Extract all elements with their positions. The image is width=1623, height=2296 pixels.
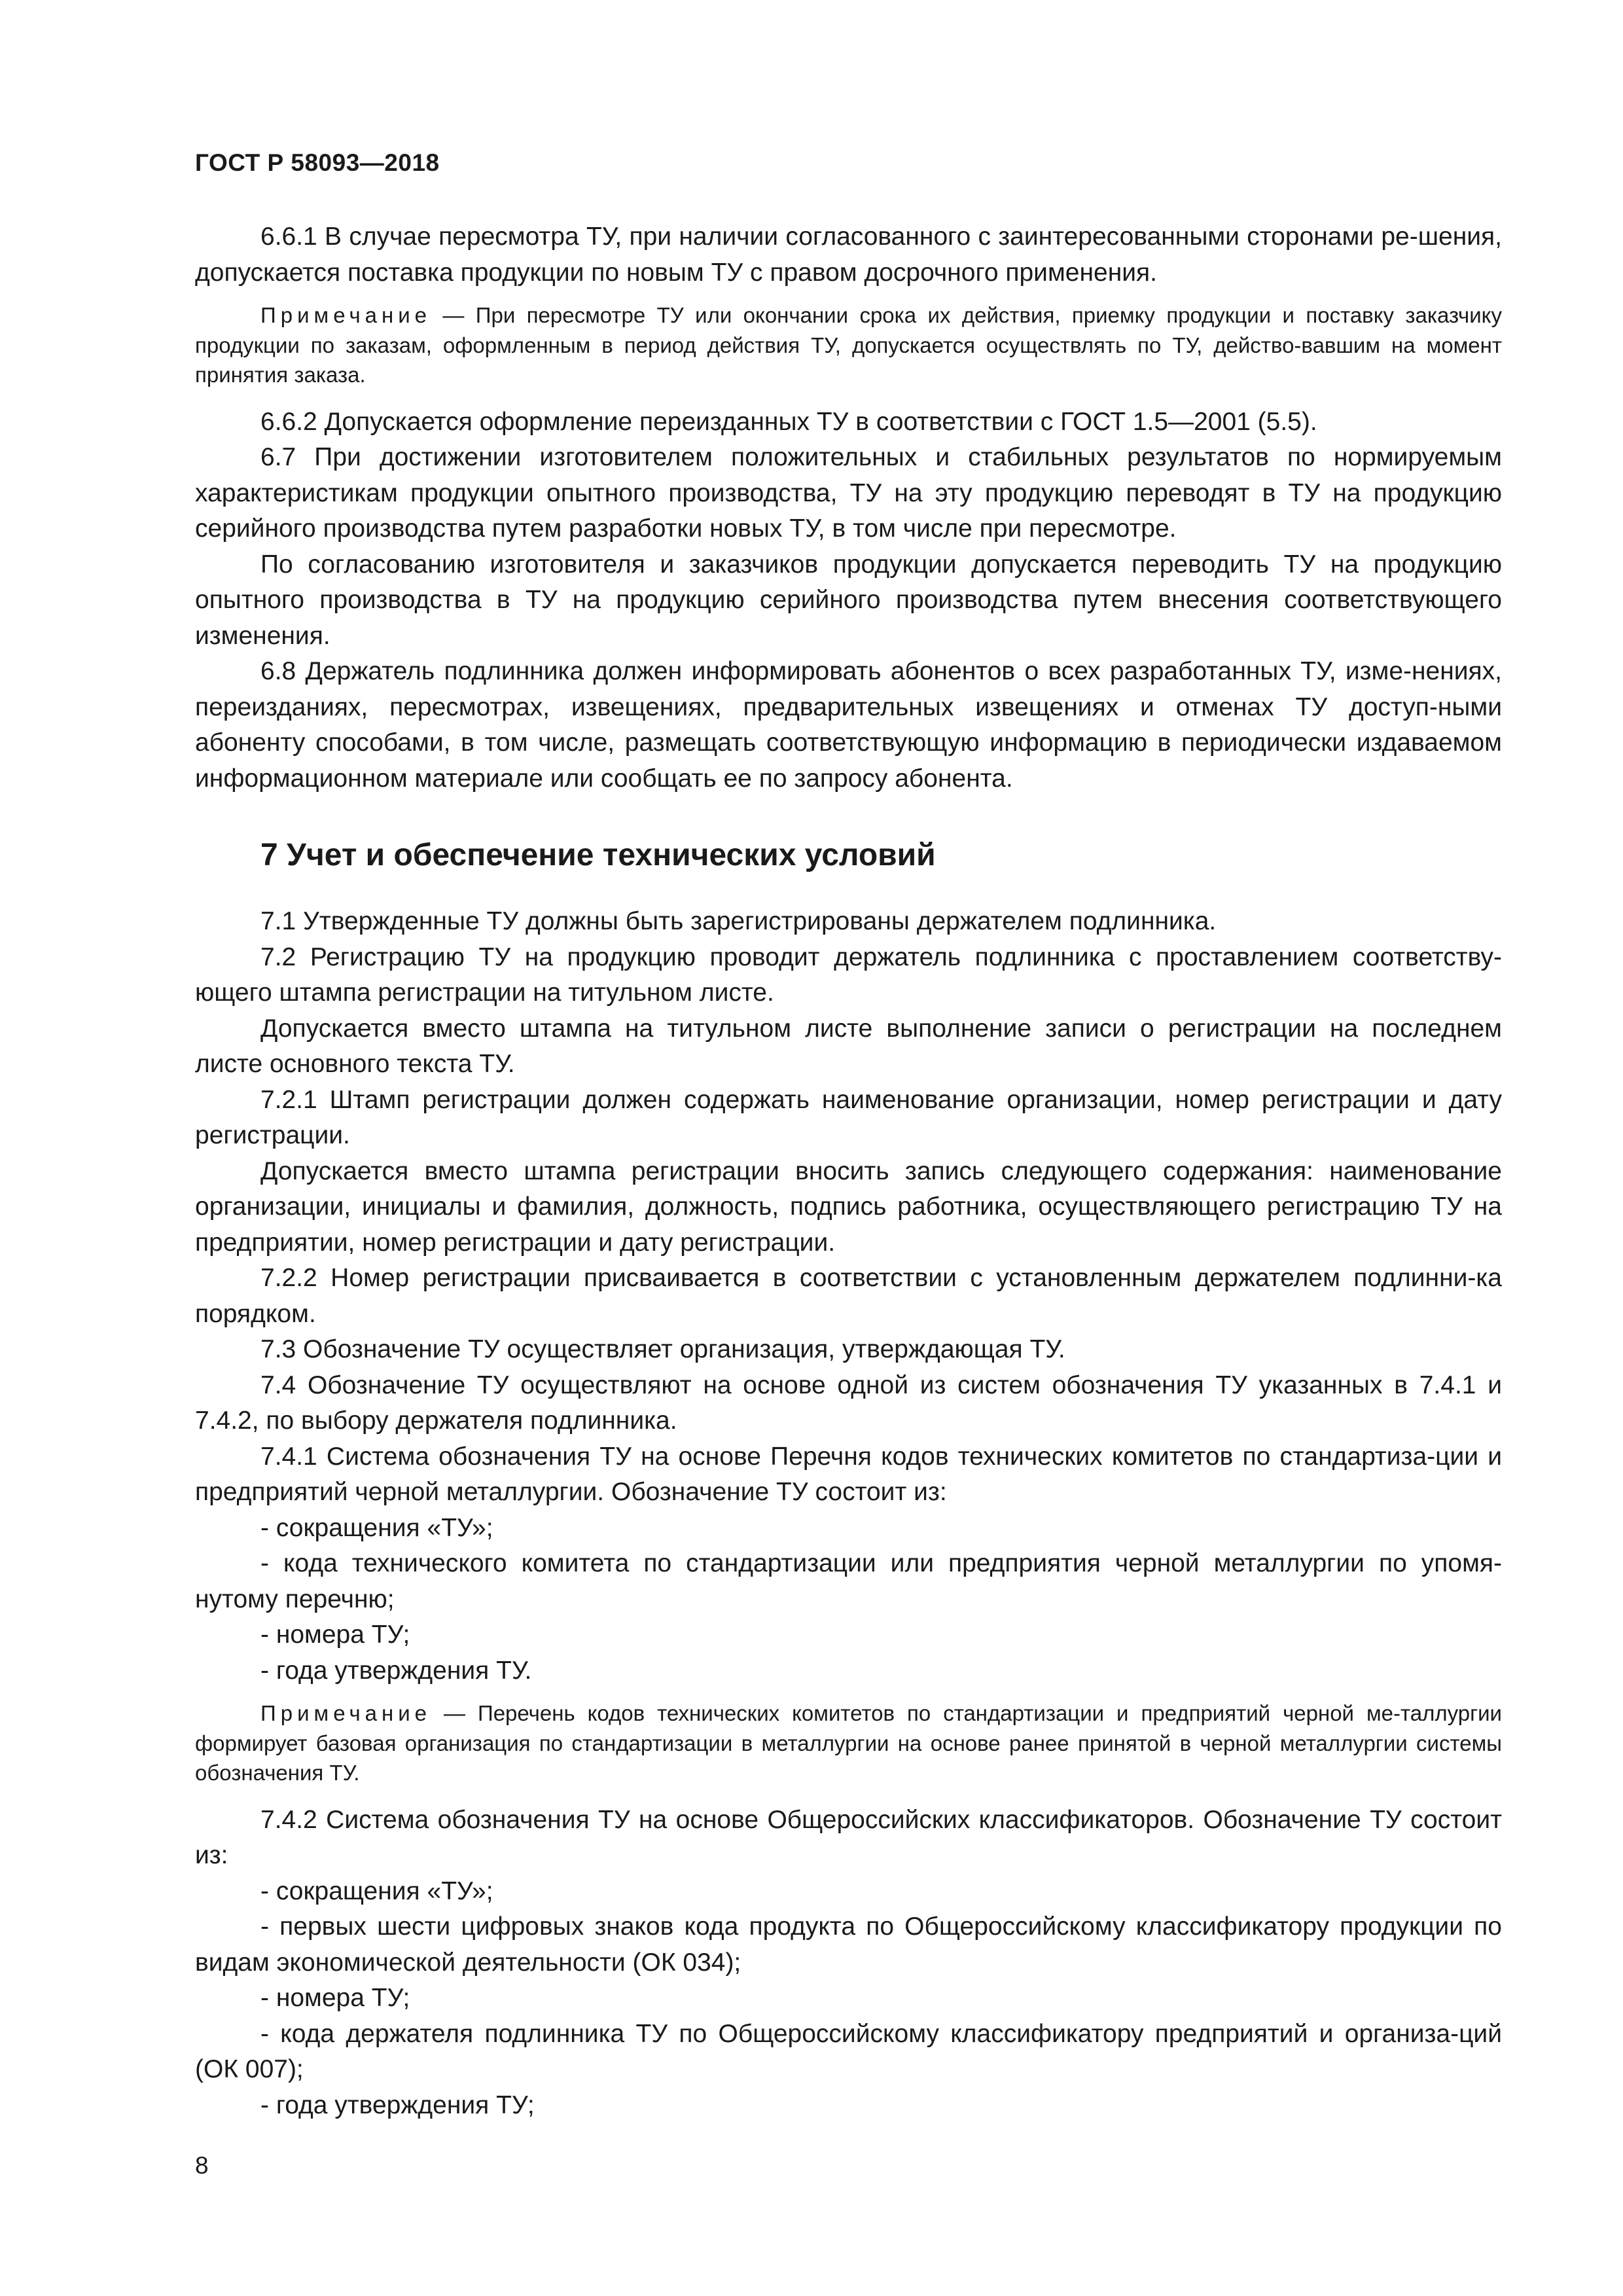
paragraph: 7.4.2 Система обозначения ТУ на основе Общероссийских классификаторов. Обозначение ТУ состоит из: [195, 1805, 1502, 1869]
note-text: — Перечень кодов технических комитетов по стандартизации и предприятий черной ме-таллургии формирует базовая организация по стандартизации в металлургии на основе ранее принятой в черной металлургии системы обозначения ТУ. [195, 1701, 1502, 1785]
list-item: - номера ТУ; [260, 1984, 410, 2012]
section-heading: 7 Учет и обеспечение технических условий [260, 838, 936, 872]
list-item: - кода держателя подлинника ТУ по Общероссийскому классификатору предприятий и организа-ций (ОК 007); [195, 2019, 1502, 2083]
list-item: - года утверждения ТУ. [260, 1656, 532, 1685]
note [195, 1698, 1502, 1788]
paragraph: 7.4 Обозначение ТУ осуществляют на основе одной из систем обозначения ТУ указанных в 7.4.1 и 7.4.2, по выбору держателя подлинника. [195, 1371, 1502, 1435]
list-item: - года утверждения ТУ; [260, 2090, 535, 2119]
note [195, 300, 1502, 390]
page-number: 8 [195, 2152, 209, 2179]
paragraph: 7.3 Обозначение ТУ осуществляет организация, утверждающая ТУ. [260, 1335, 1065, 1363]
document-body [195, 219, 1502, 2123]
list-item: - сокращения «ТУ»; [260, 1513, 493, 1542]
list-item: - номера ТУ; [260, 1621, 410, 1649]
paragraph: 6.6.2 Допускается оформление переизданных ТУ в соответствии с ГОСТ 1.5—2001 (5.5). [260, 407, 1317, 436]
note-text: — При пересмотре ТУ или окончании срока их действия, приемку продукции и поставку заказчику продукции по заказам, оформленным в период действия ТУ, допускается осуществлять по ТУ, действо-вавшим на момент принятия заказа. [195, 303, 1502, 387]
paragraph: 6.6.1 В случае пересмотра ТУ, при наличии согласованного с заинтересованными сторонами ре-шения, допускается поставка продукции по новым ТУ с правом досрочного применения. [195, 223, 1502, 287]
paragraph: 7.2 Регистрацию ТУ на продукцию проводит держатель подлинника с проставлением соответству-ющего штампа регистрации на титульном листе. [195, 942, 1502, 1007]
paragraph: 6.7 При достижении изготовителем положительных и стабильных результатов по нормируемым характеристикам продукции опытного производства, ТУ на эту продукцию переводят в ТУ на продукцию серийного производства путем разработки новых ТУ, в том числе при пересмотре. [195, 443, 1502, 543]
list-item: - первых шести цифровых знаков кода продукта по Общероссийскому классификатору продукции по видам экономической деятельности (ОК 034); [195, 1912, 1502, 1977]
paragraph: По согласованию изготовителя и заказчиков продукции допускается переводить ТУ на продукцию опытного производства в ТУ на продукцию серийного производства путем внесения соответствующего изменения. [195, 550, 1502, 650]
paragraph: 6.8 Держатель подлинника должен информировать абонентов о всех разработанных ТУ, изме-нениях, переизданиях, пересмотрах, извещениях, предварительных извещениях и отменах ТУ доступ-ными абоненту способами, в том числе, размещать соответствующую информацию в периодически издаваемом информационном материале или сообщать ее по запросу абонента. [195, 657, 1502, 793]
paragraph: Допускается вместо штампа регистрации вносить запись следующего содержания: наименование организации, инициалы и фамилия, должность, подпись работника, осуществляющего регистрацию ТУ на предприятии, номер регистрации и дату регистрации. [195, 1157, 1502, 1257]
page-header: ГОСТ Р 58093—2018 [195, 149, 440, 176]
paragraph: 7.2.2 Номер регистрации присваивается в соответствии с установленным держателем подлинни-ка порядком. [195, 1264, 1502, 1328]
note-label: Примечание [260, 1701, 432, 1725]
paragraph: 7.2.1 Штамп регистрации должен содержать наименование организации, номер регистрации и дату регистрации. [195, 1085, 1502, 1149]
paragraph: 7.4.1 Система обозначения ТУ на основе Перечня кодов технических комитетов по стандартиза-ции и предприятий черной металлургии. Обозначение ТУ состоит из: [195, 1442, 1502, 1506]
paragraph: 7.1 Утвержденные ТУ должны быть зарегистрированы держателем подлинника. [260, 907, 1217, 935]
paragraph: Допускается вместо штампа на титульном листе выполнение записи о регистрации на последнем листе основного текста ТУ. [195, 1014, 1502, 1078]
list-item: - кода технического комитета по стандартизации или предприятия черной металлургии по упомя-нутому перечню; [195, 1549, 1502, 1613]
list-item: - сокращения «ТУ»; [260, 1876, 493, 1905]
note-label: Примечание [260, 303, 432, 327]
